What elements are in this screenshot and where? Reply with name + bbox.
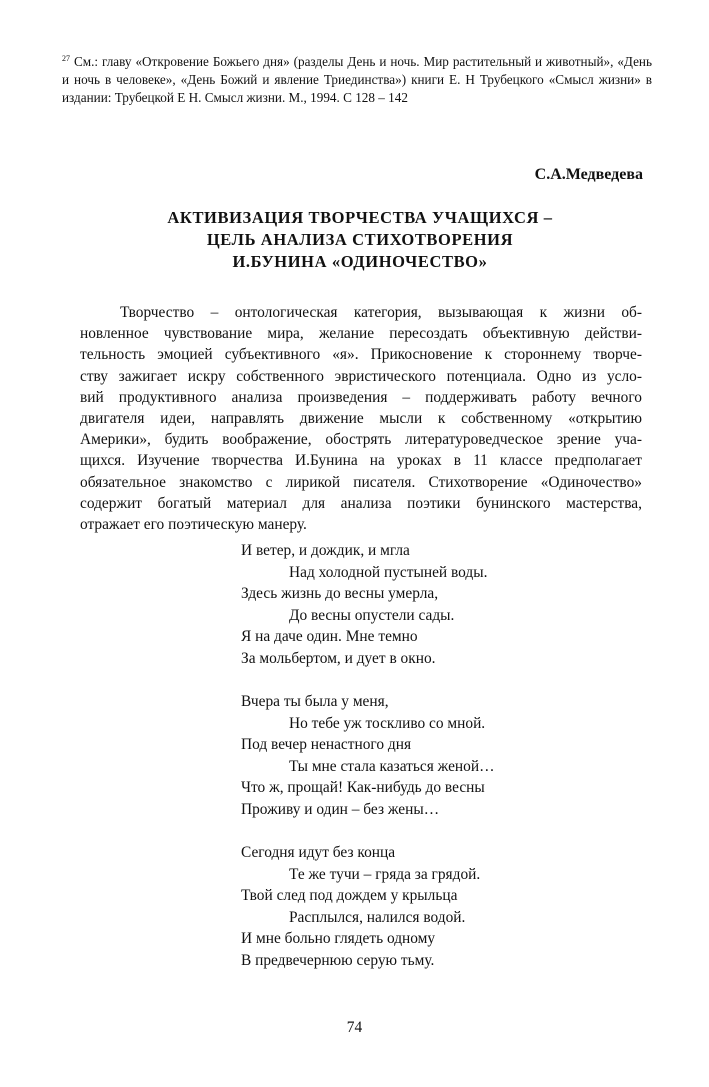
poem-stanza-1 <box>241 540 494 669</box>
poem-verse: И мне больно глядеть одному <box>241 930 436 947</box>
poem-verse: За мольбертом, и дует в окно. <box>241 649 436 667</box>
footnote-text: См.: главу «Откровение Божьего дня» (разделы День и ночь. Мир растительный и животный», «День и ночь в человеке», «День Божий и явление Триединства») книги Е. Н Трубецкого «Смысл жизни» в издании: Трубецкой Е Н. Смысл жизни. М., 1994. С 128 – 142 <box>62 54 653 105</box>
intro-paragraph <box>80 302 642 535</box>
poem-verse: Что ж, прощай! Как-нибудь до весны <box>241 779 485 796</box>
footnote-marker: 27 <box>62 54 70 63</box>
poem-verse: Но тебе уж тоскливо со мной. <box>289 714 486 732</box>
page-number: 74 <box>346 1019 363 1036</box>
paragraph-line: отражает его поэтическую манеру. <box>80 516 307 534</box>
paragraph-line: щихся. Изучение творчества И.Бунина на уроках в 11 классе предполагает <box>80 452 642 470</box>
poem <box>241 540 494 993</box>
poem-verse: Проживу и один – без жены… <box>241 800 440 818</box>
paragraph-line: обязательное знакомство с лирикой писателя. Стихотворение «Одиночество» <box>80 473 642 491</box>
author-name: С.А.Медведева <box>534 166 643 183</box>
paragraph-line: двигателя идеи, направлять движение мысли к собственному «открытию <box>80 410 642 428</box>
poem-verse: Сегодня идут без конца <box>241 844 396 861</box>
paragraph-line: вий продуктивного анализа произведения – поддерживать работу вечного <box>80 388 642 406</box>
title-line-3: И.БУНИНА «ОДИНОЧЕСТВО» <box>232 252 488 271</box>
poem-verse: Расплылся, налился водой. <box>289 908 466 926</box>
poem-verse: Те же тучи – гряда за грядой. <box>289 865 481 883</box>
poem-verse: И ветер, и дождик, и мгла <box>241 542 410 559</box>
paragraph-line: Творчество – онтологическая категория, вызывающая к жизни об- <box>120 304 642 321</box>
title-line-1: АКТИВИЗАЦИЯ ТВОРЧЕСТВА УЧАЩИХСЯ – <box>167 208 553 227</box>
article-title <box>80 207 640 273</box>
poem-verse: Вчера ты была у меня, <box>241 693 389 710</box>
paragraph-line: содержит богатый материал для анализа поэтики бунинского мастерства, <box>80 494 642 512</box>
title-line-2: ЦЕЛЬ АНАЛИЗА СТИХОТВОРЕНИЯ <box>206 230 514 249</box>
paragraph-line: новленное чувствование мира, желание пересоздать объективную действи- <box>80 325 642 343</box>
poem-verse: Я на даче один. Мне темно <box>241 628 418 645</box>
poem-verse: Ты мне стала казаться женой… <box>289 757 495 775</box>
paragraph-line: тельность эмоцией субъективного «я». Прикосновение к стороннему творче- <box>80 346 642 364</box>
paragraph-line: ству зажигает искру собственного эвристического потенциала. Одно из усло- <box>80 367 642 385</box>
poem-stanza-2 <box>241 691 494 820</box>
poem-verse: Над холодной пустыней воды. <box>289 563 488 581</box>
poem-verse: Здесь жизнь до весны умерла, <box>241 585 439 602</box>
footnote <box>62 50 652 107</box>
poem-verse: Твой след под дождем у крыльца <box>241 887 458 904</box>
poem-verse: До весны опустели сады. <box>289 606 455 624</box>
poem-verse: В предвечернюю серую тьму. <box>241 951 435 969</box>
paragraph-line: Америки», будить воображение, обострять литературоведческое зрение уча- <box>80 431 642 449</box>
poem-verse: Под вечер ненастного дня <box>241 736 412 753</box>
poem-stanza-3 <box>241 842 494 971</box>
